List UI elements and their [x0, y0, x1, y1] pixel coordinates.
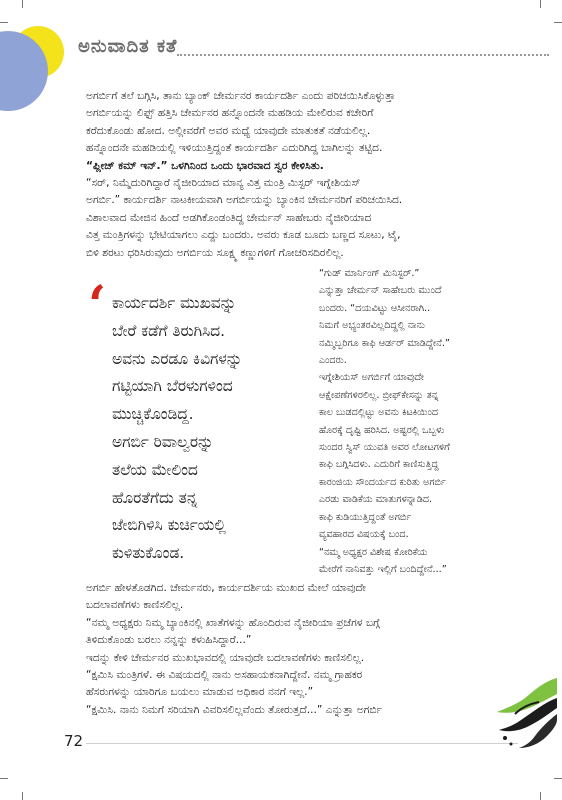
pull-quote-line: ಜೇಬಿಗಿಳಿಸಿ ಕುರ್ಚಿಯಲ್ಲಿ [112, 516, 226, 535]
text-line: ಎರಡು ವಾಡಿಕೆಯ ಮಾತುಗಳನ್ನಾಡಿದ. [319, 494, 433, 506]
pull-quote-line: ಬೇರೆ ಕಡೆಗೆ ತಿರುಗಿಸಿದ. [112, 321, 226, 340]
text-line: ಕಾಲ ಬುಡದಲ್ಲಿಟ್ಟು ಅವನು ಕಿಟಕಿಯಿಂದ [319, 407, 439, 419]
text-line: ಎಂದರು. [319, 355, 347, 367]
text-line: ಅಗರ್ಬಿ ಹೇಳತೊಡಗಿದ. ಚೇರ್ಮನರು, ಕಾರ್ಯದರ್ಶಿಯ ಮುಖದ ಮೇಲೆ ಯಾವುದೇ [86, 582, 366, 594]
text-line: ಕಾಫಿ ಕುಡಿಯುತ್ತಿದ್ದಂತೆ ಅಗರ್ಬಿ [319, 511, 412, 523]
text-line: “ಪ್ಲೀಜ್ ಕಮ್ ಇನ್.” ಒಳಗಿನಿಂದ ಒಂದು ಭಾರವಾದ ಸ್ವರ ಕೇಳಿಸಿತು. [86, 159, 324, 172]
text-line: ಹನ್ನೊಂದನೇ ಮಹಡಿಯಲ್ಲಿ ಇಳಿಯುತ್ತಿದ್ದಂತೆ ಕಾರ್ಯದರ್ಶಿ ಎದುರಿಗಿದ್ದ ಬಾಗಿಲನ್ನು ತಟ್ಟಿದ. [86, 142, 383, 155]
pull-quote-line: ಕಾರ್ಯದರ್ಶಿ ಮುಖವನ್ನು [112, 294, 237, 312]
text-line: “ನಮ್ಮ ಅಧ್ಯಕ್ಷರ ವಿಶೇಷ ಕೋರಿಕೆಯ [319, 546, 428, 558]
crop-mark [0, 22, 8, 23]
pull-quote-line: ಕುಳಿತುಕೊಂಡ. [112, 544, 185, 563]
text-line: ಆಕ್ಷೇಪಣೆಗಳಿರಲಿಲ್ಲ. ಬ್ರೀಫ್‌ಕೇಸನ್ನು ತನ್ನ [319, 389, 439, 401]
footer-divider [86, 743, 518, 744]
leaf-splash-decoration [495, 668, 557, 750]
crop-mark [540, 792, 541, 800]
text-line: “ಸರ್, ನಿಮ್ಮೆದುರಿಗಿದ್ದಾರೆ ನೈಜೀರಿಯಾದ ಮಾನ್ಯ ವಿತ್ತ ಮಂತ್ರಿ ಮಿಸ್ಟರ್ ಇಗ್ನೇಶಿಯಸ್ [86, 177, 361, 190]
pull-quote-line: ಗಟ್ಟಿಯಾಗಿ ಬೆರಳುಗಳಿಂದ [112, 377, 233, 396]
text-line: ಅಗರ್ಬಿಯನ್ನು ಲಿಫ್ಟ್ ಹತ್ತಿಸಿ ಚೇರ್ಮನರ ಹನ್ನೊಂದನೇ ಮಹಡಿಯ ಮೇಲಿರುವ ಕಚೇರಿಗೆ [86, 107, 374, 120]
text-line: ಮೇರೆಗೆ ನಾನಿವತ್ತು ಇಲ್ಲಿಗೆ ಬಂದಿದ್ದೇನೆ...” [319, 563, 447, 575]
crop-mark [554, 22, 562, 23]
text-line: ಹೊರಕ್ಕೆ ದೃಷ್ಟಿ ಹರಿಸಿದ. ಅಷ್ಟರಲ್ಲಿ ಒಬ್ಬಳು [319, 424, 445, 436]
text-line: ತಿಳಿದುಕೊಂಡು ಬರಲು ನನ್ನನ್ನು ಕಳುಹಿಸಿದ್ದಾರೆ...” [86, 634, 252, 647]
crop-mark [22, 0, 23, 8]
text-line: ನಮ್ಮಿಬ್ಬರಿಗೂ ಕಾಫಿ ಆರ್ಡರ್ ಮಾಡಿದ್ದೇನೆ.” [319, 337, 450, 349]
title-divider [177, 54, 549, 56]
text-line: ಹೆಸರುಗಳನ್ನು ಯಾರಿಗೂ ಬಯಲು ಮಾಡುವ ಅಧಿಕಾರ ನನಗೆ ಇಲ್ಲ.” [86, 686, 314, 699]
text-line: “ನಮ್ಮ ಅಧ್ಯಕ್ಷರು ನಿಮ್ಮ ಬ್ಯಾಂಕಿನಲ್ಲಿ ಖಾತೆಗಳನ್ನು ಹೊಂದಿರುವ ನೈಜೀರಿಯಾ ಪ್ರಜೆಗಳ ಬಗ್ಗೆ [86, 616, 380, 629]
text-line: ಬಂದರು. “ದಯವಿಟ್ಟು ಆಸೀನರಾಗಿ.. [319, 302, 431, 314]
text-line: ಕರೆದುಕೊಂಡು ಹೋದ. ಅಲ್ಲೀವರೆಗೆ ಅವರ ಮಧ್ಯೆ ಯಾವುದೇ ಮಾತುಕತೆ ನಡೆಯಲಿಲ್ಲ. [86, 124, 371, 137]
section-title: ಅನುವಾದಿತ ಕತೆ [78, 36, 178, 57]
text-line: ಬದಲಾವಣೆಗಳು ಕಾಣಿಸಲಿಲ್ಲ. [86, 599, 184, 612]
text-line: ವಿಶಾಲವಾದ ಮೇಜಿನ ಹಿಂದೆ ಅಡಗಿಕೊಂಡಂತಿದ್ದ ಚೇರ್ಮನ್ ಸಾಹೇಬರು ನೈಜೀರಿಯಾದ [86, 211, 372, 224]
text-line: ಸುಂದರ ಸ್ವಿಸ್ ಯುವತಿ ಅವರ ಲೋಟಗಳಿಗೆ [319, 442, 450, 454]
text-line: ಕಾರಂಜಿಯ ಸೌಂದರ್ಯದ ಕುರಿತು ಅಗರ್ಬಿ [319, 476, 446, 488]
text-line: ಕಾಫಿ ಬಗ್ಗಿಸಿದಳು. ಎದುರಿಗೆ ಕಾಣಿಸುತ್ತಿದ್ದ [319, 459, 439, 471]
text-line: ಇದನ್ನು ಕೇಳಿ ಚೇರ್ಮನರ ಮುಖಭಾವದಲ್ಲಿ ಯಾವುದೇ ಬದಲಾವಣೆಗಳು ಕಾಣಿಸಲಿಲ್ಲ. [86, 651, 365, 664]
text-line: ಇಗ್ನೇಶಿಯಸ್ ಅಗರ್ಬಿಗೆ ಯಾವುದೇ [319, 372, 425, 384]
pull-quote-line: ಮುಚ್ಚಿಕೊಂಡಿದ್ದ. [112, 405, 194, 424]
text-line: “ಗುಡ್ ಮಾರ್ನಿಂಗ್ ಮಿನಿಸ್ಟರ್.” [319, 268, 420, 279]
text-line: ಅಗರ್ಬಿ.” ಕಾರ್ಯದರ್ಶಿ ನಾಟಕೀಯವಾಗಿ ಅಗರ್ಬಿಯನ್ನು ಬ್ಯಾಂಕಿನ ಚೇರ್ಮನರಿಗೆ ಪರಿಚಯಿಸಿದ. [86, 194, 403, 207]
page-number: 72 [64, 732, 84, 750]
text-line: ಅಗರ್ಬಿಗೆ ತಲೆ ಬಗ್ಗಿಸಿ, ತಾನು ಬ್ಯಾಂಕ್ ಚೇರ್ಮನರ ಕಾರ್ಯದರ್ಶಿ ಎಂದು ಪರಿಚಯಿಸಿಕೊಳ್ಳುತ್ತಾ [86, 90, 396, 102]
pull-quote-line: ಹೊರತೆಗೆದು ತನ್ನ [112, 488, 198, 507]
text-line: ವ್ಯವಹಾರದ ವಿಷಯಕ್ಕೆ ಬಂದ. [319, 529, 409, 541]
body-text-right-column [319, 265, 450, 578]
text-line: ಬಿಳಿ ಶರಟು ಧರಿಸಿರುವುದು ಅಗರ್ಬಿಯ ಸೂಕ್ಷ್ಮ ಕಣ್ಣುಗಳಿಗೆ ಗೋಚರಿಸದಿರಲಿಲ್ಲ. [86, 246, 344, 259]
text-line: ಎನ್ನುತ್ತಾ ಚೇರ್ಮನ್ ಸಾಹೇಬರು ಮುಂದೆ [319, 285, 442, 297]
crop-mark [22, 792, 23, 800]
pull-quote [112, 290, 242, 568]
crop-mark [0, 778, 8, 779]
pull-quote-line: ಅಗರ್ಬಿ ರಿವಾಲ್ವರನ್ನು [112, 432, 214, 451]
red-quote-mark: ‘ [88, 275, 107, 336]
text-line: ನಿಮಗೆ ಅಭ್ಯಂತರವಿಲ್ಲದಿದ್ದಲ್ಲಿ ನಾನು [319, 320, 425, 332]
pull-quote-line: ಅವನು ಎರಡೂ ಕಿವಿಗಳನ್ನು [112, 349, 243, 368]
body-text-top [86, 88, 402, 262]
crop-mark [554, 778, 562, 779]
body-text-bottom [86, 580, 382, 719]
text-line: “ಕ್ಷಮಿಸಿ. ನಾನು ನಿಮಗೆ ಸರಿಯಾಗಿ ವಿವರಿಸಲಿಲ್ಲವೆಂದು ತೋರುತ್ತದೆ...” ಎನ್ನುತ್ತಾ ಅಗರ್ಬಿ [86, 703, 383, 716]
pull-quote-line: ತಲೆಯ ಮೇಲಿಂದ [112, 460, 198, 479]
text-line: ವಿತ್ತ ಮಂತ್ರಿಗಳನ್ನು ಭೇಟಿಯಾಗಲು ಎದ್ದು ಬಂದರು. ಅವರು ಕೂಡ ಬೂದು ಬಣ್ಣದ ಸೂಟು, ಟೈ, [86, 229, 401, 242]
text-line: “ಕ್ಷಮಿಸಿ ಮಂತ್ರಿಗಳೆ. ಈ ವಿಷಯದಲ್ಲಿ ನಾನು ಅಸಹಾಯಕನಾಗಿದ್ದೇನೆ. ನಮ್ಮ ಗ್ರಾಹಕರ [86, 669, 363, 682]
crop-mark [540, 0, 541, 8]
